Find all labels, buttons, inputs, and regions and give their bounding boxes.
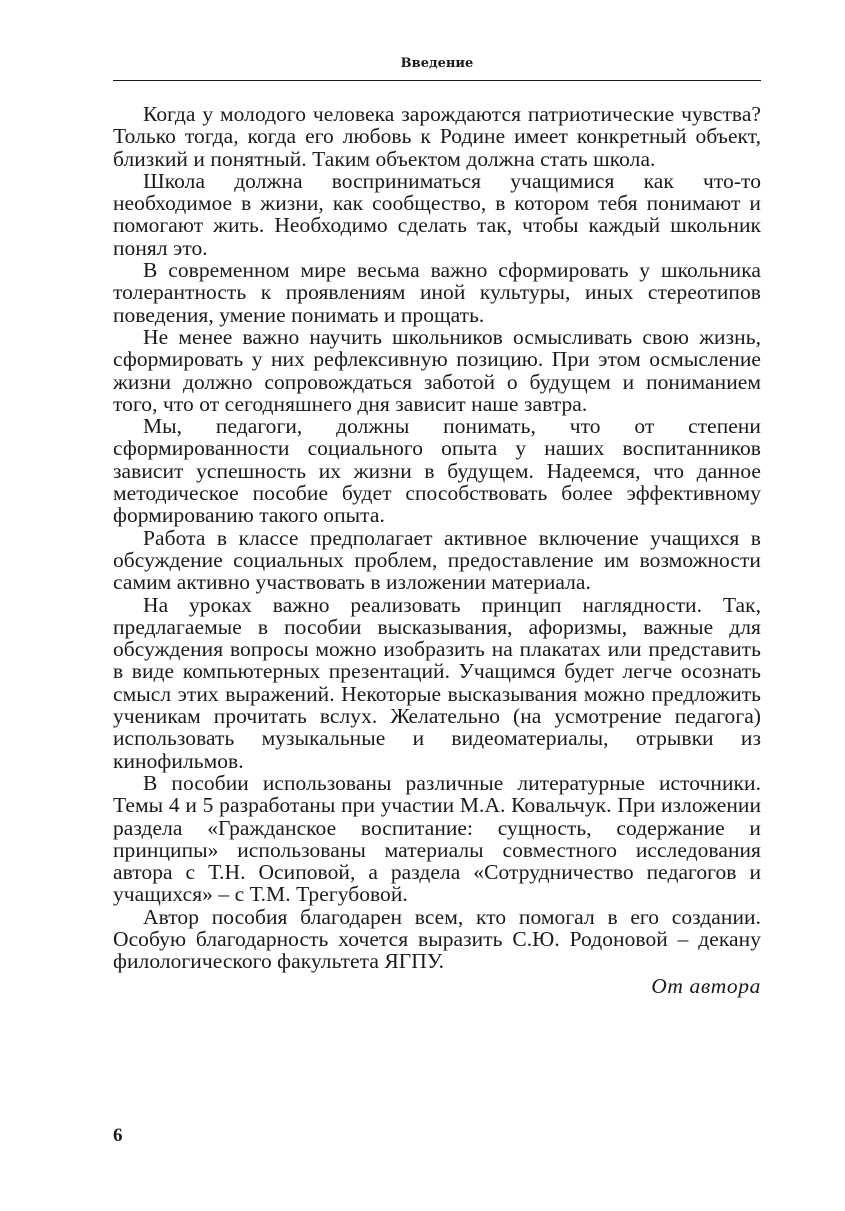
paragraph-5: Мы, педагоги, должны понимать, что от степени сформированности социального опыта у наших воспитанников зависит успешность их жизни в будущем. Надеемся, что данное методическое пособие будет способствовать более эффективному формированию такого опыта. [113,414,761,528]
page-number: 6 [113,1125,123,1146]
paragraph-9: Автор пособия благодарен всем, кто помогал в его создании. Особую благодарность хочется выразить С.Ю. Родоновой – декану филологического факультета ЯГПУ. [113,904,761,974]
paragraph-3: В современном мире весьма важно сформировать у школьника толерантность к проявлениям иной культуры, иных стереотипов поведения, умение понимать и прощать. [113,258,761,327]
paragraph-7: На уроках важно реализовать принцип наглядности. Так, предлагаемые в пособии высказывания, афоризмы, важные для обсуждения вопросы можно изобразить на плакатах или представить в виде компьютерных презентаций. Учащимся будет легче осознать смысл этих выражений. Некоторые высказывания можно предложить ученикам прочитать вслух. Желательно (на усмотрение педагога) использовать музыкальные и видеоматериалы, отрывки из кинофильмов. [113,592,761,773]
author-signature: От автора [651,973,761,998]
paragraph-8: В пособии использованы различные литературные источники. Темы 4 и 5 разработаны при участии М.А. Ковальчук. При изложении раздела «Гражданское воспитание: сущность, содержание и принципы» использованы материалы совместного исследования автора с Т.Н. Осиповой, а раздела «Сотрудничество педагогов и учащихся» – с Т.М. Трегубовой. [113,770,761,907]
paragraph-6: Работа в классе предполагает активное включение учащихся в обсуждение социальных проблем, предоставление им возможности самим активно участвовать в изложении материала. [113,525,761,595]
paragraph-1: Когда у молодого человека зарождаются патриотические чувства? Только тогда, когда его любовь к Родине имеет конкретный объект, близкий и понятный. Таким объектом должна стать школа. [113,102,761,171]
running-head-title: Введение [400,56,474,71]
paragraph-4: Не менее важно научить школьников осмысливать свою жизнь, сформировать у них рефлексивную позицию. При этом осмысление жизни должно сопровождаться заботой о будущем и пониманием того, что от сегодняшнего дня зависит наше завтра. [113,324,761,416]
body-text [113,103,761,999]
paragraph-2: Школа должна восприниматься учащимися как что-то необходимое в жизни, как сообщество, в котором тебя понимают и помогают жить. Необходимо сделать так, чтобы каждый школьник понял это. [113,168,761,260]
header-rule [113,80,761,81]
